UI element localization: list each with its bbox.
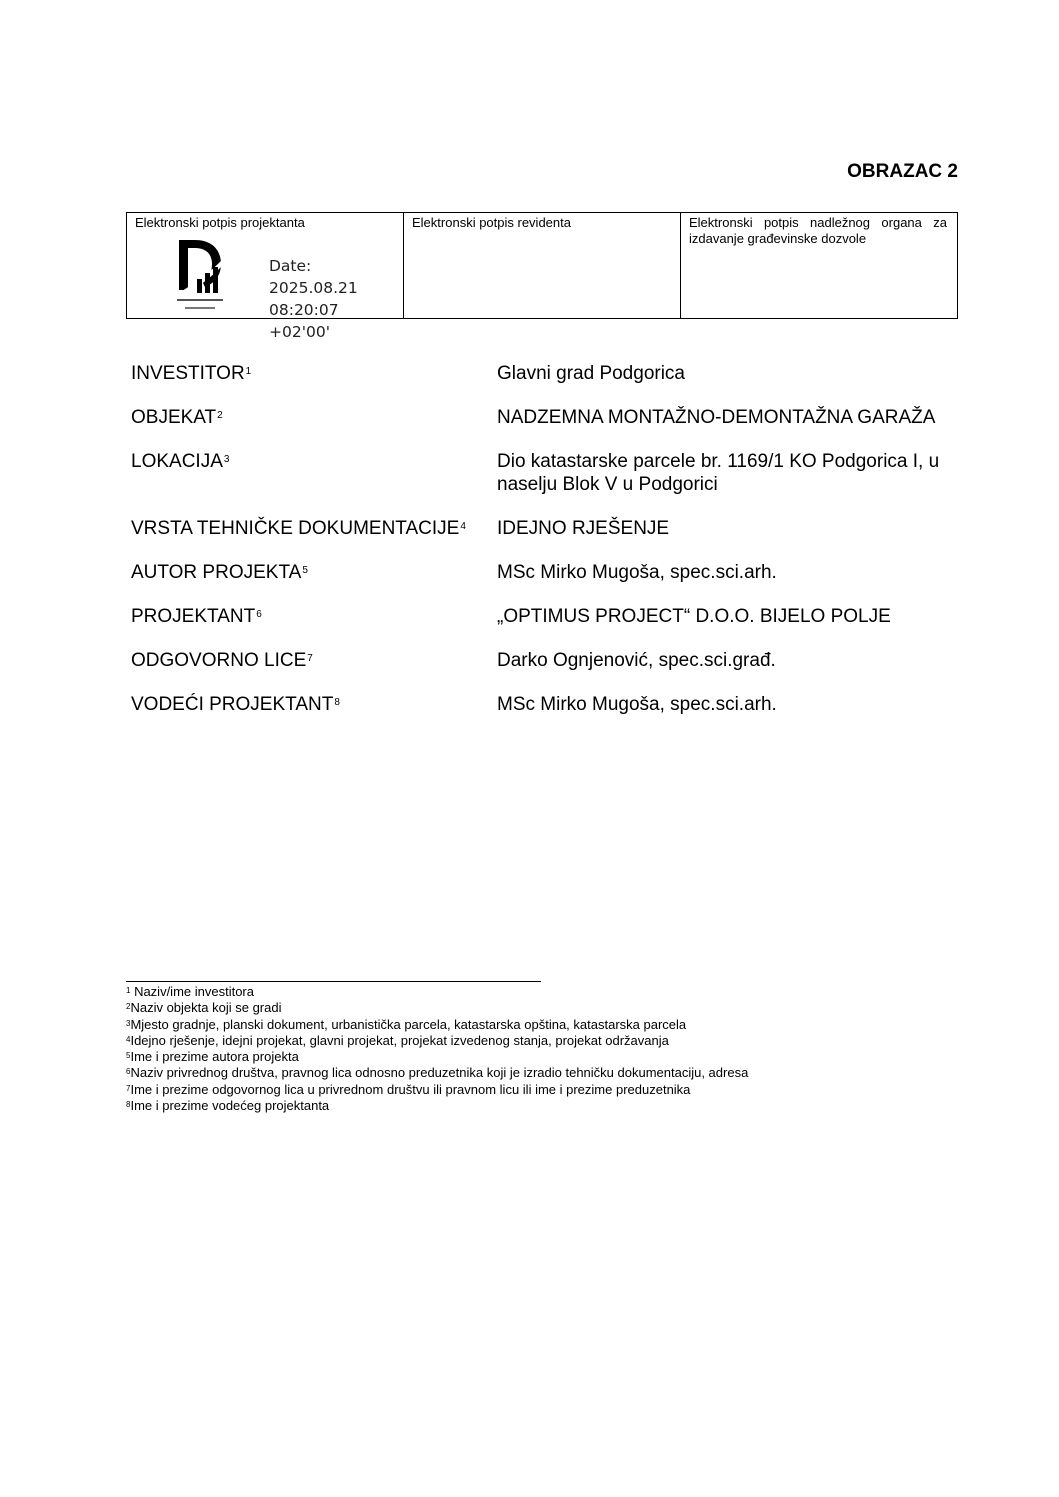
footnote-ref: 8 xyxy=(334,697,340,708)
field-row xyxy=(131,450,961,496)
field-label: OBJEKAT$^2$ xyxy=(131,407,223,428)
signature-cell-organ xyxy=(681,213,958,319)
signature-label-projektant: Elektronski potpis projektanta xyxy=(135,215,305,230)
field-value: „OPTIMUS PROJECT“ D.O.O. BIJELO POLJE xyxy=(497,606,891,627)
field-row xyxy=(131,561,961,584)
footnote-separator xyxy=(126,981,541,982)
footnote-item: $^2$Naziv objekta koji se gradi xyxy=(126,1000,282,1016)
footnotes xyxy=(126,984,748,1114)
field-value: NADZEMNA MONTAŽNO-DEMONTAŽNA GARAŽA xyxy=(497,407,936,428)
company-logo-icon xyxy=(175,237,225,313)
field-value: MSc Mirko Mugoša, spec.sci.arh. xyxy=(497,694,777,715)
footnote-item: $^7$Ime i prezime odgovornog lica u privrednom društvu ili pravnom licu ili ime i prezime preduzetnika xyxy=(126,1081,691,1097)
footnote-item: $^6$Naziv privrednog društva, pravnog lica odnosno preduzetnika koji je izradio tehničku dokumentaciju, adresa xyxy=(126,1065,749,1081)
form-title: OBRAZAC 2 xyxy=(847,161,958,182)
footnote-ref: 4 xyxy=(460,521,466,532)
field-value: Dio katastarske parcele br. 1169/1 KO Podgorica I, u naselju Blok V u Podgorici xyxy=(497,451,940,495)
footnote-item: $^8$Ime i prezime vodećeg projektanta xyxy=(126,1098,330,1114)
project-fields xyxy=(131,362,961,737)
footnote-ref: 7 xyxy=(307,653,313,664)
signature-table xyxy=(126,212,958,341)
field-row xyxy=(131,517,961,540)
signature-label-organ: Elektronski potpis nadležnog organa za izdavanje građevinske dozvole xyxy=(689,215,947,246)
field-row xyxy=(131,362,961,385)
footnote-item: $^5$Ime i prezime autora projekta xyxy=(126,1049,299,1065)
footnote-ref: 6 xyxy=(256,609,262,620)
signature-cell-projektant xyxy=(127,213,404,341)
field-row xyxy=(131,649,961,672)
field-label: PROJEKTANT$^6$ xyxy=(131,606,262,627)
footnote-ref: 5 xyxy=(302,565,308,576)
field-label: ODGOVORNO LICE$^7$ xyxy=(131,650,313,671)
field-label: VRSTA TEHNIČKE DOKUMENTACIJE$^4$ xyxy=(131,518,466,539)
signature-cell-revident xyxy=(404,213,681,319)
field-row xyxy=(131,406,961,429)
footnote-item: $^4$Idejno rješenje, idejni projekat, glavni projekat, projekat izvedenog stanja, projekat održavanja xyxy=(126,1032,669,1048)
footnote-item: $^1$ Naziv/ime investitora xyxy=(126,984,254,999)
field-row xyxy=(131,605,961,628)
field-value: MSc Mirko Mugoša, spec.sci.arh. xyxy=(497,562,777,583)
footnote-ref: 1 xyxy=(245,366,252,377)
footnote-item: $^3$Mjesto gradnje, planski dokument, urbanistička parcela, katastarska opština, katastarska parcela xyxy=(126,1016,687,1032)
field-label: INVESTITOR$^1$ xyxy=(131,363,252,384)
signature-label-revident: Elektronski potpis revidenta xyxy=(412,215,571,230)
field-row xyxy=(131,693,961,716)
signature-date: Date: 2025.08.21 08:20:07 +02'00' xyxy=(269,257,358,341)
field-label: VODEĆI PROJEKTANT$^8$ xyxy=(131,694,340,715)
field-value: Darko Ognjenović, spec.sci.građ. xyxy=(497,650,776,671)
footnote-ref: 2 xyxy=(217,410,223,421)
field-value: Glavni grad Podgorica xyxy=(497,363,685,384)
field-value: IDEJNO RJEŠENJE xyxy=(497,518,670,539)
field-label: AUTOR PROJEKTA$^5$ xyxy=(131,562,308,583)
footnote-ref: 3 xyxy=(223,454,230,465)
field-label: LOKACIJA$^3$ xyxy=(131,451,230,472)
